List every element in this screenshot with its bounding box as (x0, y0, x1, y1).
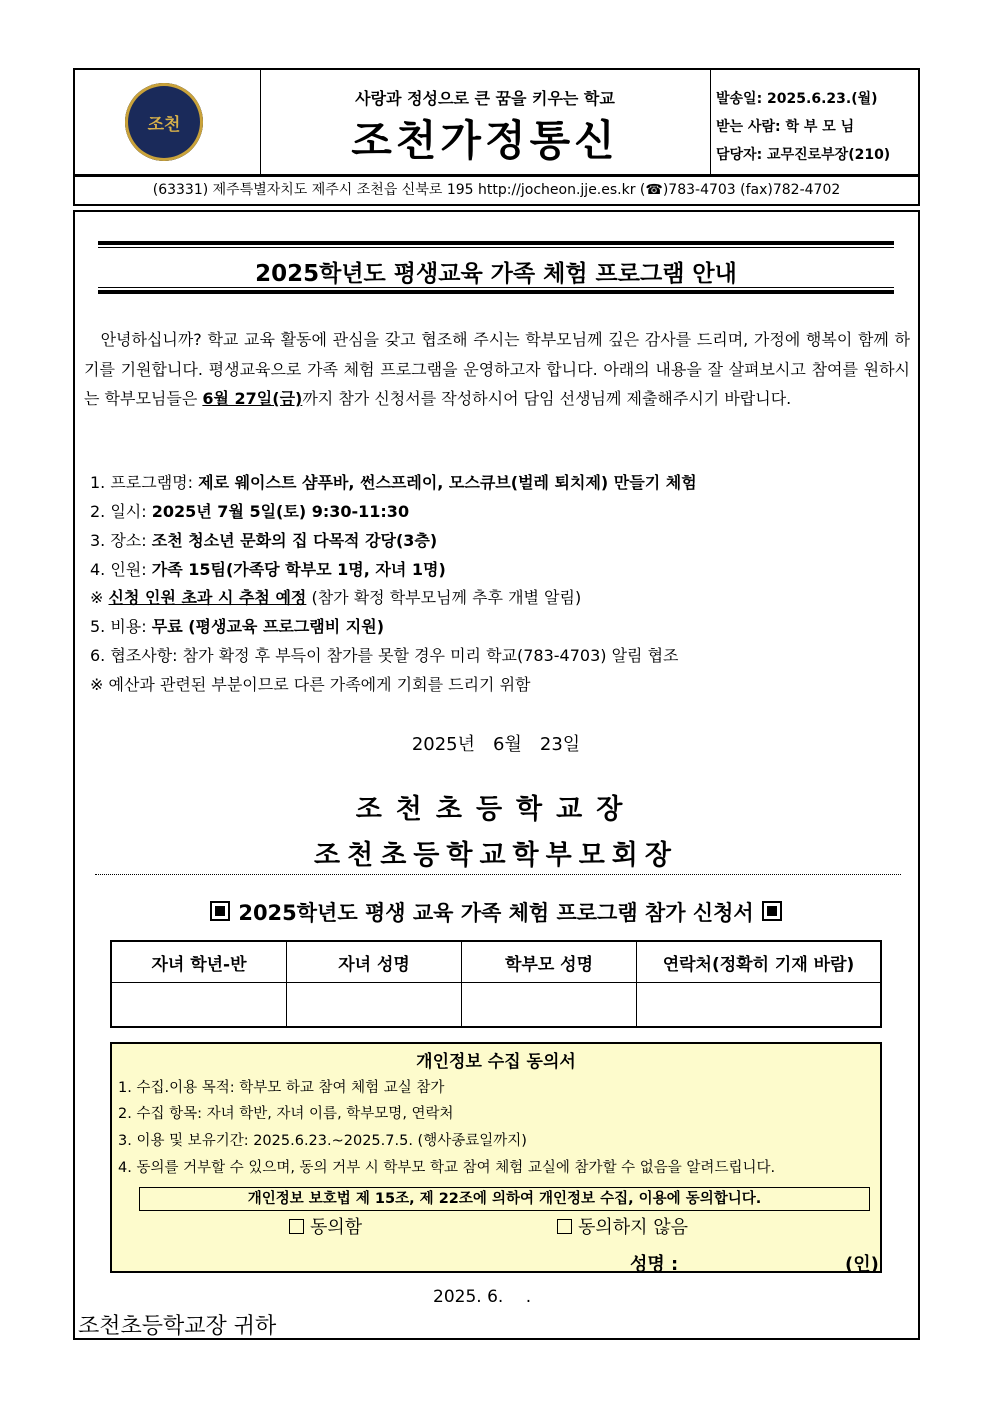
column-header: 연락처(정확히 기재 바람) (637, 941, 882, 983)
contact-person: 담당자: 교무진로부장(210) (716, 147, 891, 163)
form-title-text: 2025학년도 평생 교육 가족 체험 프로그램 참가 신청서 (238, 901, 754, 925)
checkbox-icon (289, 1219, 304, 1234)
notice-date: 2025년 6월 23일 (411, 734, 581, 755)
agree-label: 동의함 (310, 1217, 363, 1238)
detail-label: 5. 비용: (90, 617, 152, 636)
detail-value: 2025년 7월 5일(토) 9:30-11:30 (151, 502, 410, 521)
cut-line (95, 874, 901, 875)
detail-item (90, 470, 697, 493)
checkbox-icon (557, 1219, 572, 1234)
detail-label: 2. 일시: (90, 502, 152, 521)
column-header: 자녀 학년-반 (111, 941, 287, 983)
form-title (0, 897, 992, 927)
notice-title: 2025학년도 평생교육 가족 체험 프로그램 안내 (255, 261, 737, 287)
consent-item: 1. 수집.이용 목적: 학부모 하교 참여 체험 교실 참가 (118, 1080, 445, 1096)
intro-text-1: 안녕하십니까? 학교 교육 활동에 관심을 갖고 협조해 주시는 학부모님께 깊은 감사를 드리며, 가정에 행복이 함께 하기를 기원합니다. 평생교육으로 가족 체험 프로그램을 운영하고자 합니다. 아래의 내용을 잘 살펴보시고 참여를 원하시는 학부모님들은 (84, 330, 910, 408)
pta-president-signature: 조천초등학교학부모회장 (314, 840, 678, 871)
detail-item (90, 672, 531, 695)
consent-statement: 개인정보 보호법 제 15조, 제 22조에 의하여 개인정보 수집, 이용에 동의합니다. (139, 1187, 870, 1211)
square-bullet-icon (762, 901, 782, 921)
child-name-field[interactable] (287, 983, 462, 1028)
detail-item (90, 528, 437, 551)
school-emblem-text: 조천 (147, 115, 181, 135)
detail-value: 가족 15팀(가족당 학부모 1명, 자녀 1명) (151, 560, 446, 579)
contact-field[interactable] (637, 983, 882, 1028)
detail-label: ※ 예산과 관련된 부분이므로 다른 가족에게 기회를 드리기 위함 (90, 675, 531, 694)
intro-paragraph (84, 325, 910, 414)
detail-value: 조천 청소년 문화의 집 다목적 강당(3층) (151, 531, 438, 550)
detail-label: 6. 협조사항: 참가 확정 후 부득이 참가를 못할 경우 미리 학교(783-4703) 알림 협조 (90, 646, 679, 665)
disagree-label: 동의하지 않음 (578, 1217, 689, 1238)
consent-item: 4. 동의를 거부할 수 있으며, 동의 거부 시 학부모 학교 참여 체험 교실에 참가할 수 없음을 알려드립니다. (118, 1160, 776, 1176)
intro-text-2: 까지 참가 신청서를 작성하시어 담임 선생님께 제출해주시기 바랍니다. (302, 389, 792, 408)
detail-value: 제로 웨이스트 샴푸바, 썬스프레이, 모스큐브(벌레 퇴치제) 만들기 체험 (198, 473, 697, 492)
notice-title-box (98, 241, 894, 294)
school-slogan: 사랑과 정성으로 큰 꿈을 키우는 학교 (355, 89, 615, 108)
principal-signature: 조천초등학교장 (355, 794, 637, 825)
detail-value: 무료 (평생교육 프로그램비 지원) (151, 617, 385, 636)
newsletter-name: 조천가정통신 (351, 116, 619, 165)
detail-value: 신청 인원 초과 시 추첨 예정 (108, 588, 307, 607)
issue-date: 발송일: 2025.6.23.(월) (716, 91, 878, 107)
privacy-consent-box (110, 1042, 882, 1273)
detail-note: (참가 확정 학부모님께 추후 개별 알림) (306, 588, 582, 607)
submission-date: 2025. 6. . (433, 1287, 532, 1307)
column-header: 학부모 성명 (462, 941, 637, 983)
detail-item (90, 499, 409, 522)
detail-item (90, 585, 581, 608)
detail-label: ※ (90, 588, 109, 607)
meta-cell (710, 70, 918, 174)
signature-label: 성명 : (630, 1254, 679, 1275)
school-emblem (125, 83, 203, 161)
application-table (110, 940, 882, 1028)
column-header: 자녀 성명 (287, 941, 462, 983)
addressee: 조천초등학교장 귀하 (78, 1314, 277, 1339)
parent-name-field[interactable] (462, 983, 637, 1028)
seal-mark: (인) (845, 1254, 879, 1275)
consent-title: 개인정보 수집 동의서 (416, 1052, 576, 1072)
consent-item: 2. 수집 항목: 자녀 학반, 자녀 이름, 학부모명, 연락처 (118, 1106, 454, 1122)
title-cell (260, 70, 711, 174)
detail-label: 4. 인원: (90, 560, 152, 579)
disagree-checkbox[interactable] (557, 1213, 688, 1239)
detail-label: 1. 프로그램명: (90, 473, 199, 492)
grade-class-field[interactable] (111, 983, 287, 1028)
detail-item (90, 643, 679, 666)
square-bullet-icon (210, 901, 230, 921)
recipient: 받는 사람: 학 부 모 님 (716, 119, 855, 135)
newsletter-header (73, 68, 920, 176)
consent-item: 3. 이용 및 보유기간: 2025.6.23.~2025.7.5. (행사종료일까지) (118, 1133, 527, 1149)
detail-label: 3. 장소: (90, 531, 152, 550)
detail-item (90, 557, 446, 580)
deadline: 6월 27일(금) (202, 389, 303, 408)
agree-checkbox[interactable] (289, 1213, 362, 1239)
school-address: (63331) 제주특별자치도 제주시 조천읍 신북로 195 http://jocheon.jje.es.kr (☎)783-4703 (fax)782-4702 (73, 176, 920, 206)
detail-item (90, 614, 384, 637)
logo-cell (75, 70, 261, 174)
